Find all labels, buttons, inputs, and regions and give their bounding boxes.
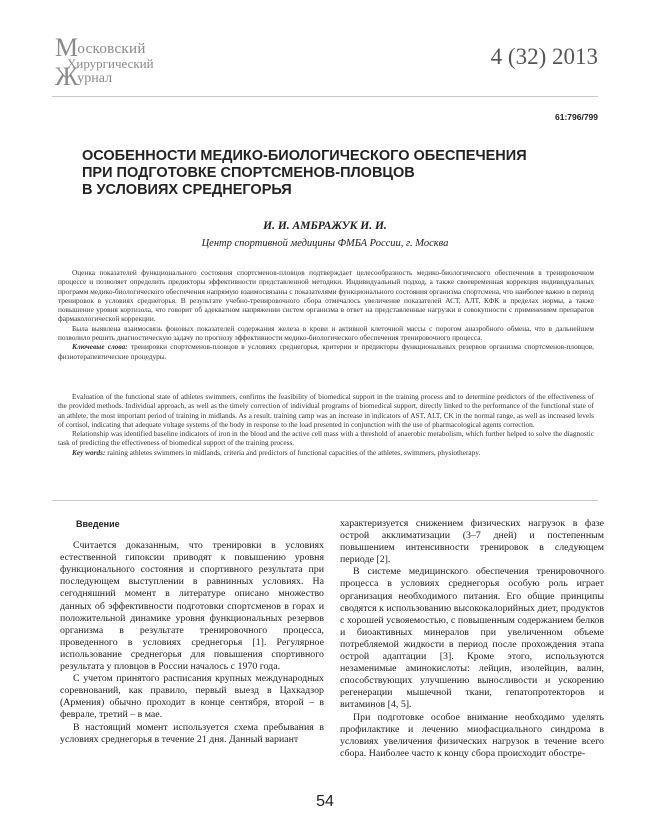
title-line: ПРИ ПОДГОТОВКЕ СПОРТСМЕНОВ-ПЛОВЦОВ <box>82 165 415 181</box>
title-line: В УСЛОВИЯХ СРЕДНЕГОРЬЯ <box>82 182 292 198</box>
body-paragraph: В системе медицинского обеспечения тренировочного процесса в условиях среднегорья особую роль играет организация необходимого питания. Его общие принципы сводятся к использованию высококалорийных диет, продуктов с хорошей усвояемостью, с повышенным содержанием белков и биоактивных минералов при увеличенном объеме потребляемой жидкости в период после прохождения этапа острой адаптации [3]. Кроме этого, используются незаменимые аминокислоты: лейцин, изолейцин, валин, способствующих улучшению выносливости и ускорению регенерации мышечной ткани, гепатопротекторов и витаминов [4, 5]. <box>340 566 604 711</box>
abstract-en-paragraph-2: Relationship was identified baseline indicators of iron in the blood and the active cell mass with a threshold of anaerobic metabolism, which further helped to solve the diagnostic task of predicting the effectiveness of biomedical support of the training process. <box>58 429 594 448</box>
abstract-ru-paragraph-1: Оценка показателей функционального состояния спортсменов-пловцов подтверждает целесообразность медико-биологического обеспечения в тренировочном процессе и позволяет определить предикторы эффективности представленной методики. Индивидуальный подход, а также своевременная коррекция индивидуальных программ медико-биологического обеспечения напрямую взаимосвязаны с показателями функционального состояния организма спортсмена, что наиболее важно в период тренировок в условиях среднегорья. В результате учебно-тренировочного сбора отмечалось увеличение показателей АСТ, АЛТ, КФК в пределах нормы, а также повышение уровня кортизола, что говорит об адекватном напряжении систем организма в ответ на представленные нагрузки в совокупности с применением препаратов фармакологической коррекции. <box>58 268 594 324</box>
udc-code: 61:796/799 <box>554 112 598 122</box>
abstract-ru-paragraph-2: Была выявлена взаимосвязь фоновых показателей содержания железа в крови и активной клеточной массы с порогом анаэробного обмена, что в дальнейшем позволило решить диагностическую задачу по прогнозу эффективности медико-биологического обеспечения тренировочного процесса. <box>58 323 594 343</box>
body-column-left <box>60 518 324 746</box>
keywords-label: Ключевые слова: <box>72 342 128 352</box>
logo-line-3: Журнал <box>55 62 113 91</box>
article-title <box>82 148 582 199</box>
page-number: 54 <box>316 793 334 810</box>
body-paragraph: характеризуется снижением физических нагрузок в фазе острой акклиматизации (3–7 дней) и постепенным повышением интенсивности тренировок в следующем периоде [2]. <box>340 518 604 566</box>
article-authors: И. И. АМБРАЖУК И. И. <box>263 220 387 232</box>
keywords-text: raining athletes swimmers in midlands, criteria and predictors of functional capacities of the athletes, swimmers, physiotherapy. <box>105 447 481 457</box>
issue-number: 4 (32) 2013 <box>490 44 598 69</box>
abstract-russian <box>58 268 594 361</box>
section-heading: Введение <box>76 519 120 529</box>
header-divider <box>52 96 598 97</box>
keywords-text: тренировки спортсменов-пловцов в условиях среднегорья, критерии и предикторы функциональных резервов организма спортсменов-пловцов, физиотерапевтические процедуры. <box>58 342 594 361</box>
article-affiliation: Центр спортивной медицины ФМБА России, г. Москва <box>201 238 449 249</box>
abstract-en-paragraph-1: Evaluation of the functional state of athletes swimmers, confirms the feasibility of biomedical support in the training process and to determine predictors of the effectiveness of the provided methods. Individual approach, as well as the timely correction of individual programs of biomedical support, directly linked to the performance of the functional state of an athlete, the most important period of training in midlands. As a result. training camp was an increase in indicators of AST, ALT, CK in the normal range, as well as increased levels of cortisol, indicating that adequate voltage systems of the body in response to the load presented in conjunction with the use of pharmacological agents correction. <box>58 392 594 429</box>
journal-logo <box>55 33 154 91</box>
abstract-ru-keywords <box>58 342 594 361</box>
logo-line-1: Московский <box>55 33 146 62</box>
abstract-english <box>58 392 594 457</box>
title-line: ОСОБЕННОСТИ МЕДИКО-БИОЛОГИЧЕСКОГО ОБЕСПЕЧЕНИЯ <box>82 148 527 164</box>
body-paragraph: В настоящий момент используется схема пребывания в условиях среднегорья в течение 21 дня. Данный вариант <box>60 721 324 745</box>
abstract-en-keywords <box>58 448 594 457</box>
body-paragraph: С учетом принятого расписания крупных международных соревнований, как правило, первый выезд в Цахкадзор (Армения) обычно проходит в конце сентября, второй – в феврале, третий – в мае. <box>60 673 324 721</box>
logo-line-2: Хирургический <box>67 56 154 71</box>
abstract-divider <box>52 500 598 501</box>
body-column-right <box>340 518 604 760</box>
body-paragraph: При подготовке особое внимание необходимо уделять профилактике и лечению миофасциального синдрома в условиях увеличения физических нагрузок в течение всего сбора. Наиболее часто к концу сбора происходит обостре- <box>340 711 604 759</box>
body-paragraph: Считается доказанным, что тренировки в условиях естественной гипоксии приводят к повышению уровня функционального состояния и спортивного результата при последующем выступлении в равнинных условиях. На сегодняшний момент в литературе описано множество данных об эффективности подготовки спортсменов в горах и положительной динамике уровня функциональных резервов организма в результате тренировочного процесса, проведенного в условиях среднегорья [1]. Регулярное использование среднегорья для повышения спортивного результата у пловцов в России началось с 1970 года. <box>60 540 324 673</box>
keywords-label: Key words: <box>72 447 106 457</box>
